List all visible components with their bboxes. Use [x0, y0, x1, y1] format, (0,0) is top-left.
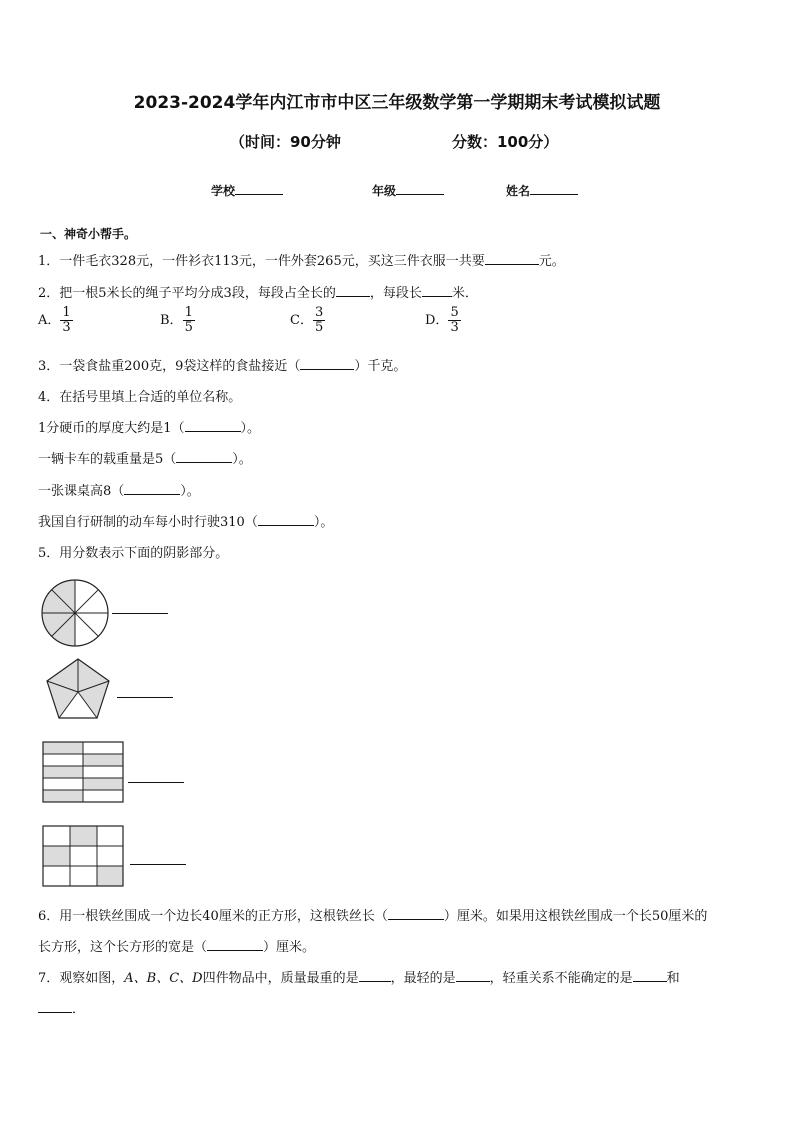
question-4-item-2 — [38, 448, 252, 467]
question-4-item-2-blank[interactable] — [176, 450, 232, 463]
option-a-fraction: $\frac{1}{3}$ — [62, 305, 71, 335]
question-7-text-d: ，轻重关系不能确定的是 — [489, 971, 633, 986]
exam-score: 分数：100分） — [452, 133, 559, 151]
option-d-fraction: $\frac{5}{3}$ — [450, 305, 459, 335]
option-d[interactable] — [425, 306, 461, 335]
option-c-fraction: $\frac{3}{5}$ — [314, 305, 324, 335]
question-6-line-1 — [38, 905, 707, 924]
question-7-text-c: ，最轻的是 — [390, 971, 456, 986]
question-1-tail: 元。 — [538, 254, 565, 269]
option-a[interactable] — [38, 306, 73, 335]
question-6-text-b: ）厘米。如果用这根铁丝围成一个长50厘米的 — [443, 909, 708, 924]
question-7-line-2 — [38, 998, 85, 1017]
question-4-item-2-text: 一辆卡车的载重量是5（ — [38, 452, 177, 467]
option-b-fraction: $\frac{1}{5}$ — [184, 305, 193, 335]
question-7-blank-4[interactable] — [38, 1000, 72, 1013]
name-blank[interactable] — [530, 182, 578, 195]
question-4-item-3 — [38, 480, 200, 499]
question-4-item-4-blank[interactable] — [258, 513, 314, 526]
question-4-item-3-tail: ）。 — [180, 484, 200, 499]
question-6-text-a: 6．用一根铁丝围成一个边长40厘米的正方形，这根铁丝长（ — [38, 909, 388, 924]
question-2-blank-1[interactable] — [336, 284, 370, 297]
question-4-item-4-text: 我国自行研制的动车每小时行驶310（ — [38, 515, 258, 530]
name-label: 姓名 — [506, 184, 531, 198]
option-c-label: C． — [290, 313, 313, 328]
figure-pentagon-blank[interactable] — [117, 685, 173, 698]
option-a-label: A． — [38, 313, 61, 328]
question-4-item-1-text: 1分硬币的厚度大约是1（ — [38, 421, 185, 436]
question-4-item-3-text: 一张课桌高8（ — [38, 484, 125, 499]
question-7-text-f: ． — [72, 1002, 86, 1017]
figure-grid-strips — [42, 741, 126, 803]
figure-pentagon — [44, 656, 112, 722]
option-c[interactable] — [290, 306, 325, 335]
question-4-item-1 — [38, 417, 260, 436]
question-6-text-c: 长方形，这个长方形的宽是（ — [38, 940, 208, 955]
question-7-line-1 — [38, 967, 680, 986]
question-7-blank-3[interactable] — [633, 969, 667, 982]
question-4-stem: 4．在括号里填上合适的单位名称。 — [38, 390, 242, 405]
question-6-blank-1[interactable] — [388, 907, 444, 920]
question-4-item-1-blank[interactable] — [185, 419, 241, 432]
figure-grid-3x3-blank[interactable] — [130, 852, 186, 865]
question-5-stem: 5．用分数表示下面的阴影部分。 — [38, 546, 229, 561]
question-2-text: 2．把一根5米长的绳子平均分成3段，每段占全长的 — [38, 286, 336, 301]
question-2 — [38, 282, 478, 301]
question-1-text: 1．一件毛衣328元，一件衫衣113元，一件外套265元，买这三件衣服一共要 — [38, 254, 485, 269]
grade-blank[interactable] — [396, 182, 444, 195]
school-label: 学校 — [211, 184, 236, 198]
question-7-text-a: 7．观察如图， — [38, 971, 125, 986]
question-4-item-1-tail: ）。 — [240, 421, 261, 436]
question-7-blank-1[interactable] — [359, 969, 391, 982]
page-title: 2023-2024学年内江市市中区三年级数学第一学期期末考试模拟试题 — [133, 93, 661, 113]
question-4-item-4 — [38, 511, 333, 530]
school-blank[interactable] — [235, 182, 283, 195]
school-field — [211, 182, 283, 199]
question-7-blank-2[interactable] — [456, 969, 490, 982]
grade-label: 年级 — [372, 184, 397, 198]
question-6-line-2 — [38, 936, 315, 955]
question-3-text: 3．一袋食盐重200克，9袋这样的食盐接近（ — [38, 359, 301, 374]
grade-field — [372, 182, 444, 199]
question-1 — [38, 250, 565, 269]
figure-circle-blank[interactable] — [112, 601, 168, 614]
question-6-blank-2[interactable] — [207, 938, 263, 951]
question-7-text-e: 和 — [666, 971, 680, 986]
section-heading: 一、神奇小帮手。 — [40, 227, 137, 241]
question-3 — [38, 355, 406, 374]
figure-circle — [40, 578, 110, 648]
question-4-item-3-blank[interactable] — [124, 482, 180, 495]
figure-grid-3x3 — [42, 825, 126, 887]
question-3-blank[interactable] — [300, 357, 354, 370]
question-2-text-b: ，每段长 — [369, 286, 422, 301]
question-4-item-4-tail: ）。 — [313, 515, 334, 530]
option-d-label: D． — [425, 313, 449, 328]
question-1-blank[interactable] — [485, 252, 539, 265]
exam-time: （时间：90分钟 — [230, 133, 341, 151]
option-b-label: B． — [160, 313, 183, 328]
figure-grid-strips-blank[interactable] — [128, 770, 184, 783]
question-2-text-c: 米． — [451, 286, 478, 301]
name-field — [506, 182, 578, 199]
question-7-text-b: 四件物品中，质量最重的是 — [202, 971, 359, 986]
question-4-item-2-tail: ）。 — [232, 452, 252, 467]
question-6-text-d: ）厘米。 — [263, 940, 316, 955]
question-3-tail: ）千克。 — [354, 359, 407, 374]
question-7-letters: A、B、C、D — [124, 971, 203, 986]
question-2-blank-2[interactable] — [422, 284, 452, 297]
option-b[interactable] — [160, 306, 195, 335]
